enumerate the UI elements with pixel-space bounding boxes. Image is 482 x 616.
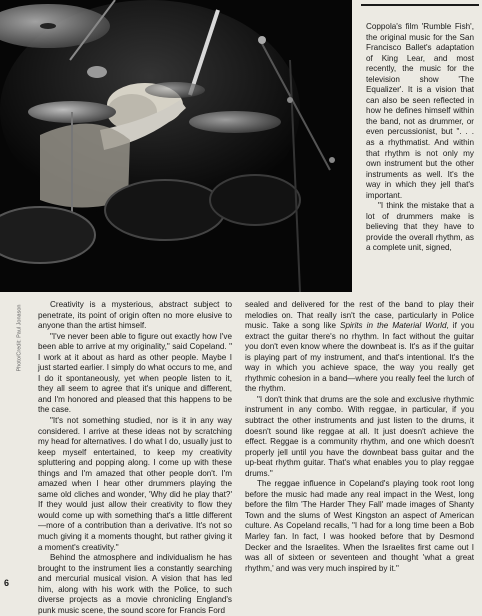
- right-paragraph-2: "I think the mistake that a lot of drummers make is believing that they have to provide the overall rhythm, as a complete unit, signed,: [366, 201, 474, 253]
- column-top-rule: [361, 4, 479, 6]
- left-paragraph-4: Behind the atmosphere and individualism he has brought to the instrument lies a constantly searching and mercurial musical vision. A vision that has led him, along with his work with the Police, to such diverse projects as a movie chronicling England's punk music scene, the sound score for Francis Ford: [38, 553, 232, 615]
- middle-column: [245, 300, 474, 574]
- left-column: [38, 300, 232, 616]
- left-paragraph-2: "I've never been able to figure out exactly how I've been able to arrive at my originality," said Copeland. " I work at it about as hard as other people. Maybe I just started earlier. I simply do what occurs to me, and I do it spontaneously, yet when people listen to it, they all seem to agree that it's unique and different, and I'm honored and pleased that this happens to be the case.: [38, 331, 232, 415]
- right-paragraph-1: Coppola's film 'Rumble Fish', the original music for the San Francisco Ballet's adaptation of King Lear, and most recently, the music for the television show 'The Equalizer'. It is a vision that can also be seen reflected in how he defines himself within the band, not as drummer, or even percussionist, but ". . . as a rhythmatist. And within that rhythm is not only my own instrument but the other instruments as well. It's the way in which they jell that's important.: [366, 22, 474, 200]
- photo-credit: Photo/Credit: Paul Jonason: [16, 304, 22, 372]
- left-paragraph-3: "It's not something studied, nor is it in any way considered. I arrive at these ideas not by scratching my head for alternatives. I do what I do, usually just to keep myself entertained, to keep my creativity spluttering and popping along. I come up with these things and I'm amazed that other people don't. I'm amazed when I hear other drummers playing the same old cliches and wonder, 'Why did he play that?' If they would just allow their creativity to flow they would come up with something that's a little different—more of a contribution than a derivative. It's not so much giving it a moments thought, but rather giving it a moment's creativity.": [38, 416, 232, 552]
- middle-paragraph-3: The reggae influence in Copeland's playing took root long before the music had made any real impact in the West, long before the film 'The Harder They Fall' made images of Shanty Town and the slums of West Kingston an aspect of American culture. As Copeland recalls, "I had for a long time been a Bob Marley fan. In fact, I was hooked before that by Desmond Decker and the Israelites. When the Israelites first came out I was all of sixteen or seventeen and thought 'what a great rhythm,' and was very much inspired by it.": [245, 479, 474, 573]
- page-number: 6: [4, 578, 10, 588]
- middle-paragraph-2: "I don't think that drums are the sole and exclusive rhythmic instrument in any combo. With reggae, in particular, if you subtract the other instruments and just listen to the drums, it doesn't sound like reggae at all. It just doesn't achieve the effect. Reggae is a community rhythm, and one which doesn't properly jell until you have the downbeat bass guitar and the up-beat rhythm guitar. That's what enables you to play reggae drums.": [245, 394, 474, 478]
- left-paragraph-1: Creativity is a mysterious, abstract subject to penetrate, its point of origin often no more elusive to anyone than the artist himself.: [38, 300, 232, 331]
- concert-photo: [0, 0, 352, 292]
- drummer-photo-graphic: [0, 0, 352, 292]
- middle-paragraph-1: sealed and delivered for the rest of the band to play their melodies on. That really isn't the case, particularly in Police music. Take a song like Spirits in the Material World, if you extract the guitar there's no rhythm. In fact without the guitar you don't even know where the downbeat is. It's as if the guitar is playing part of my instrument, and that's intentional. It's the way in which you achieve space, the way you really get rhythmic cohesion in a band—where you really feel the lurch of the rhythm.: [245, 300, 474, 394]
- right-column: [366, 22, 474, 254]
- song-title: Spirits in the Material World: [340, 321, 447, 331]
